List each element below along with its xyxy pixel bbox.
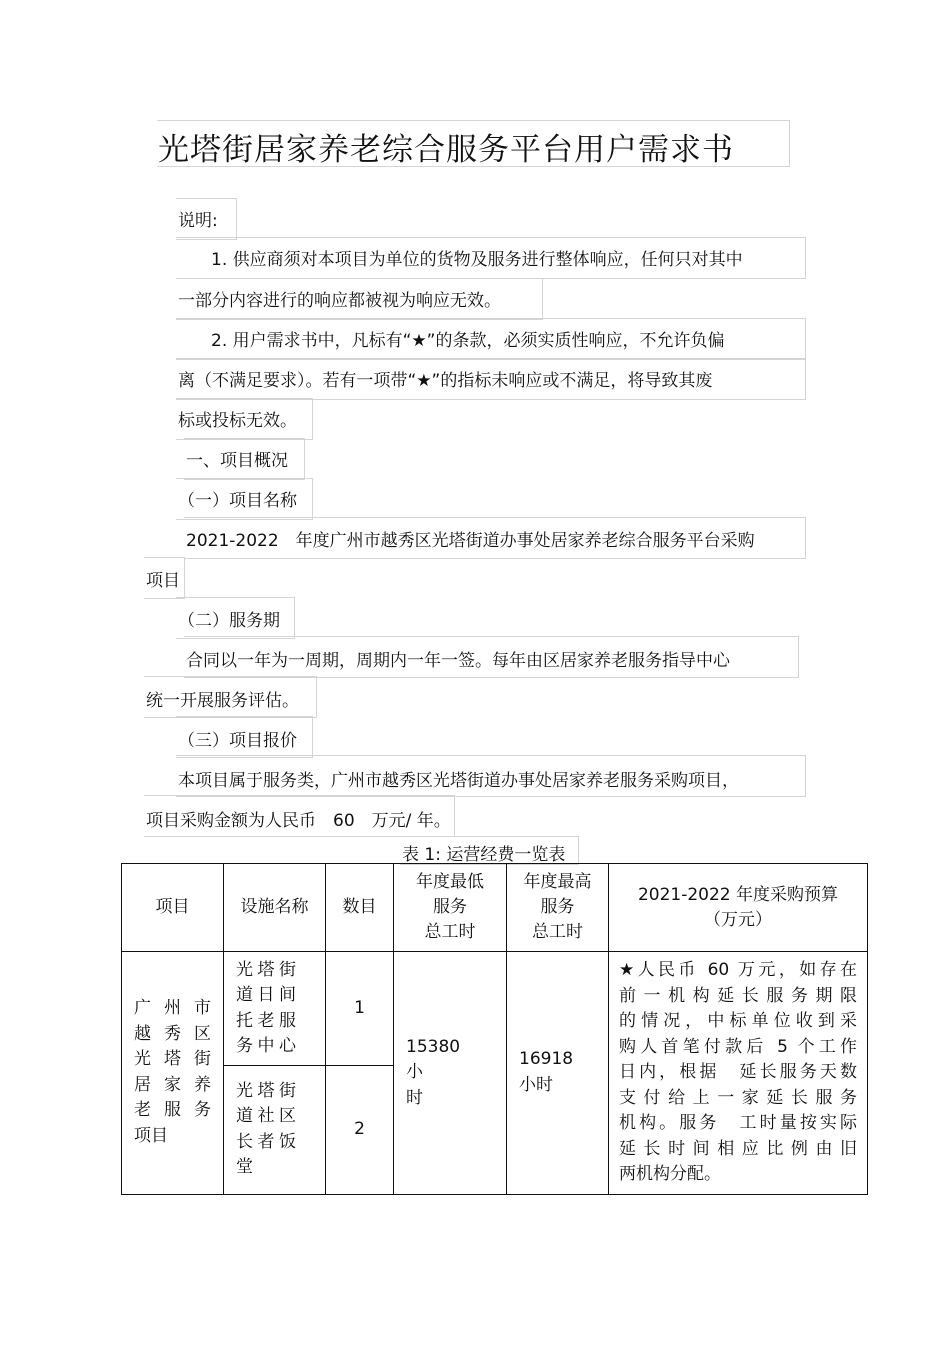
header-project: 项目 (122, 864, 224, 952)
count-cell: 1 (326, 952, 394, 1066)
notes-heading: 说明: (178, 211, 218, 231)
price-line-2: 项目采购金额为人民币 60 万元/ 年。 (146, 811, 451, 831)
header-min-hours: 年度最低 服务 总工时 (394, 864, 507, 952)
price-heading: （三）项目报价 (178, 731, 297, 751)
header-budget: 2021-2022 年度采购预算 （万元） (609, 864, 868, 952)
price-line-1: 本项目属于服务类，广州市越秀区光塔街道办事处居家养老服务采购项目， (178, 771, 739, 791)
service-period-line-1: 合同以一年为一周期，周期内一年一签。每年由区居家养老服务指导中心 (186, 651, 730, 671)
service-period-line-2: 统一开展服务评估。 (146, 691, 299, 711)
note-2-line-2: 离（不满足要求）。若有一项带“★”的指标未响应或不满足，将导致其废 (178, 371, 713, 391)
header-max-hours: 年度最高 服务 总工时 (507, 864, 609, 952)
table-header-row (122, 864, 868, 952)
note-1-line-2: 一部分内容进行的响应都被视为响应无效。 (178, 291, 501, 311)
facility-cell: 光塔街 道日间 托老服 务中心 (224, 952, 326, 1066)
table-row (122, 952, 868, 1066)
table-caption: 表 1: 运营经费一览表 (402, 845, 566, 865)
section-1-heading: 一、项目概况 (186, 451, 288, 471)
service-period-heading: （二）服务期 (178, 611, 280, 631)
header-count: 数目 (326, 864, 394, 952)
count-cell: 2 (326, 1066, 394, 1194)
note-2-line-1: 2. 用户需求书中，凡标有“★”的条款，必须实质性响应，不允许负偏 (211, 331, 725, 351)
note-1-line-1: 1. 供应商须对本项目为单位的货物及服务进行整体响应，任何只对其中 (211, 250, 743, 270)
header-facility: 设施名称 (224, 864, 326, 952)
max-hours-cell: 16918 小时 (507, 952, 609, 1195)
facility-cell: 光塔街 道社区 长者饭 堂 (224, 1066, 326, 1194)
project-name-line-2: 项目 (146, 571, 180, 591)
page-title: 光塔街居家养老综合服务平台用户需求书 (158, 132, 734, 168)
project-name-heading: （一）项目名称 (178, 491, 297, 511)
note-2-line-3: 标或投标无效。 (178, 411, 297, 431)
budget-cell: ★人民币 60 万元，如存在 前一机构延长服务期限 的情况，中标单位收到采 购人首笔付款后 5 个工作 日内，根据 延长服务天数 支付给上一家延长服务 机构。服务 工时量按实际 延长时间相应比例由旧 两机构分配。 (609, 952, 868, 1195)
project-name-line-1: 2021-2022 年度广州市越秀区光塔街道办事处居家养老综合服务平台采购 (186, 531, 755, 551)
operating-cost-table (121, 863, 868, 1195)
min-hours-cell: 15380 小 时 (394, 952, 507, 1195)
project-name-cell: 广州市 越秀区 光塔街 居家养 老服务 项目 (122, 952, 224, 1195)
